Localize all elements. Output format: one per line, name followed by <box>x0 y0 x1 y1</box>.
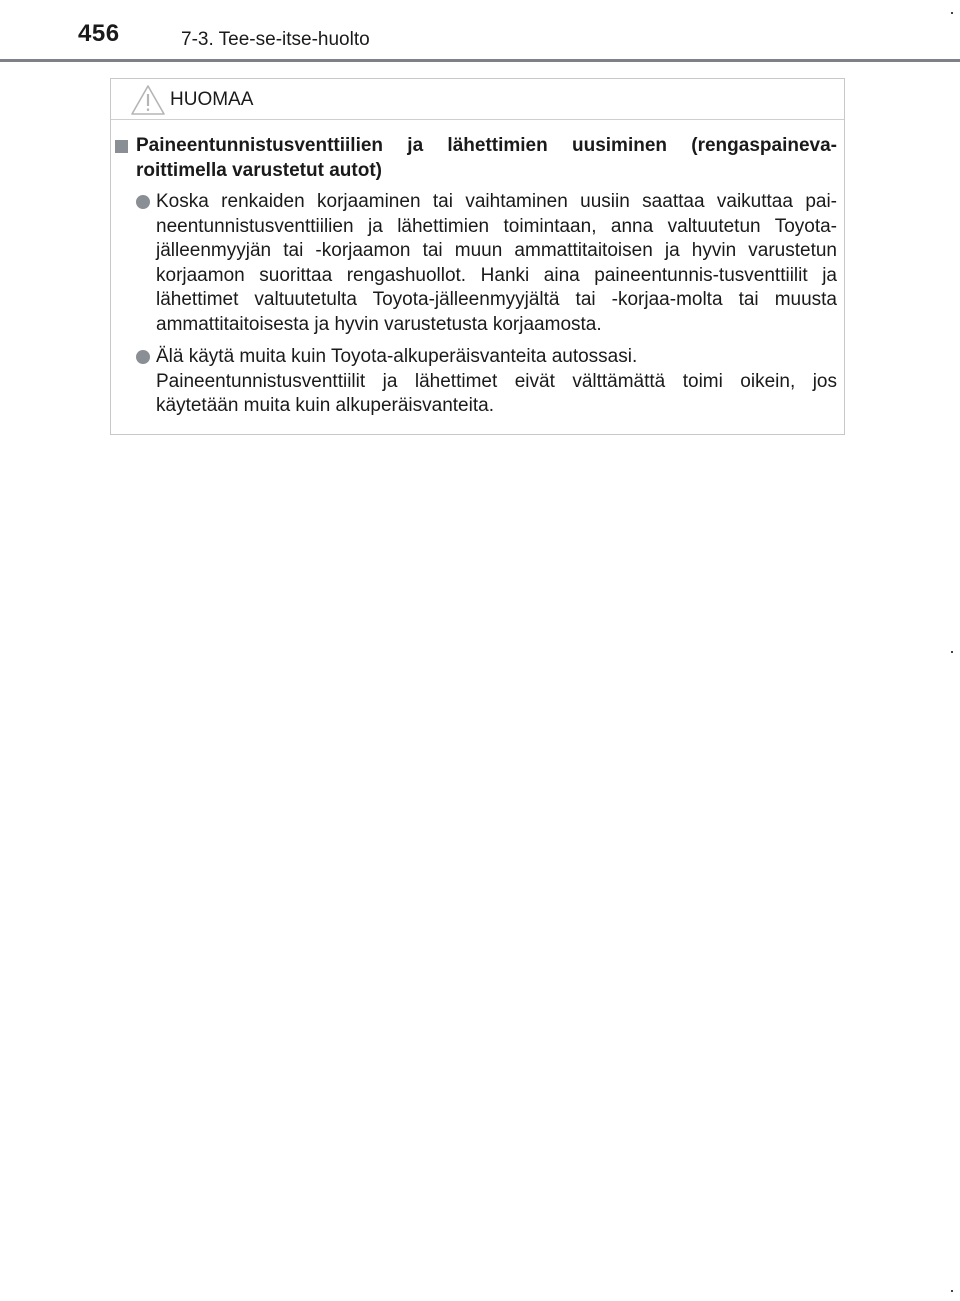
header-divider <box>0 59 960 62</box>
round-bullet-icon <box>136 195 150 209</box>
page-number: 456 <box>78 20 120 47</box>
round-bullet-icon <box>136 350 150 364</box>
square-bullet-icon <box>115 140 128 153</box>
crop-mark <box>951 12 953 14</box>
page-header <box>0 0 960 64</box>
list-item-text: Koska renkaiden korjaaminen tai vaihtaminen uusiin saattaa vaikuttaa pai-neentunnistusventtiilien ja lähettimien toimintaan, anna valtuutetun Toyota-jälleenmyyjän tai -korjaamon tai muun ammattitaitoisen ja hyvin varustetun korjaamon suorittaa rengashuollot. Hanki aina paineentunnis-tusventtiilit ja lähettimet valtuutetulta Toyota-jälleenmyyjältä tai -korjaa-molta tai muusta ammattitaitoisesta ja hyvin varustetusta korjaamosta. <box>156 191 837 335</box>
section-heading-text: Paineentunnistusventtiilien ja lähettimien uusiminen (rengaspaineva-roittimella varustetut autot) <box>136 135 837 181</box>
chapter-title: 7-3. Tee-se-itse-huolto <box>181 29 370 50</box>
list-item <box>156 190 837 337</box>
notice-title: HUOMAA <box>170 89 254 110</box>
crop-mark <box>951 651 953 653</box>
section-heading <box>136 133 837 183</box>
notice-section <box>111 133 844 419</box>
notice-header <box>111 79 844 120</box>
warning-triangle-icon <box>130 84 166 116</box>
list-item <box>156 345 837 419</box>
notice-box <box>110 78 845 435</box>
list-item-text-continued: Paineentunnistusventtiilit ja lähettimet eivät välttämättä toimi oikein, jos käytetään muita kuin alkuperäisvanteita. <box>156 370 837 416</box>
crop-mark <box>951 1290 953 1292</box>
list-item-text: Älä käytä muita kuin Toyota-alkuperäisvanteita autossasi. <box>156 346 638 367</box>
